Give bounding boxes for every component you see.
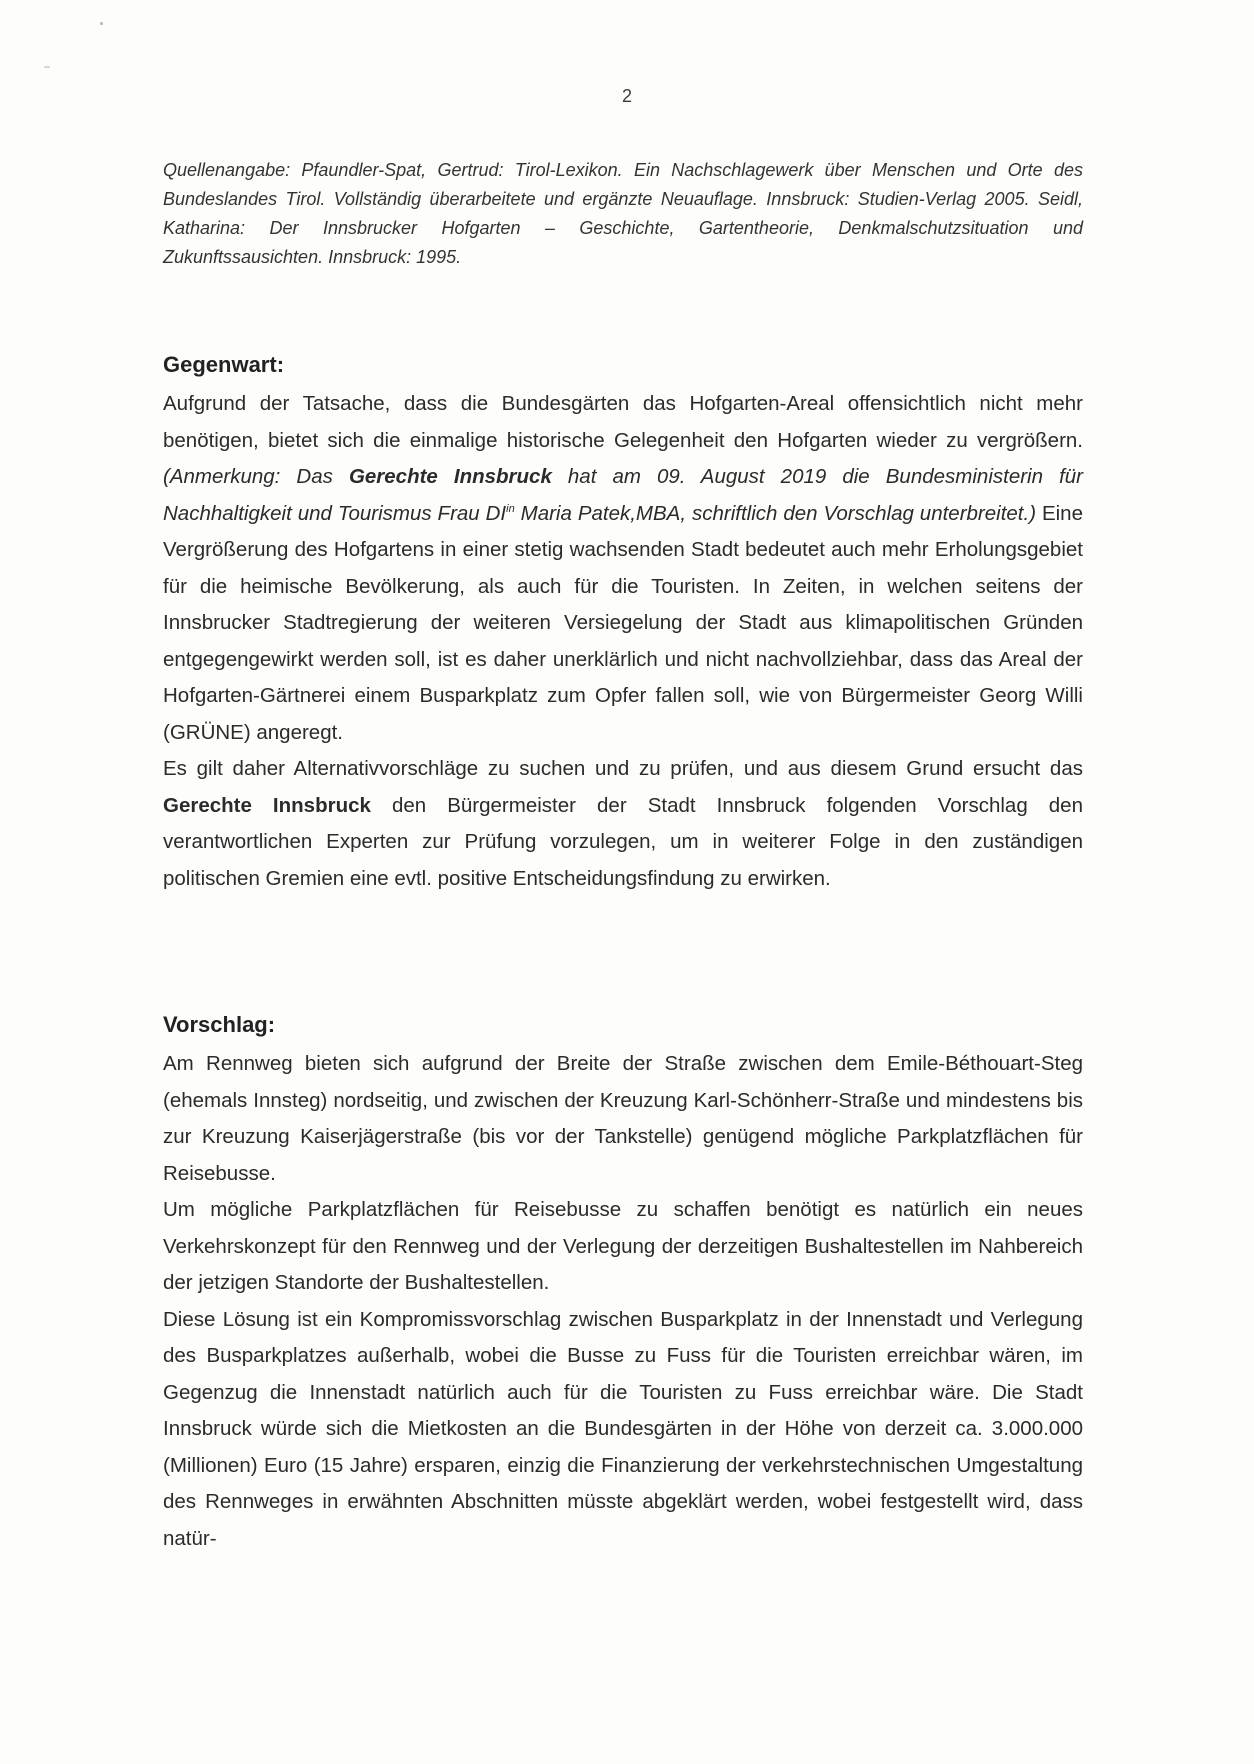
text-run: Aufgrund der Tatsache, dass die Bundesgärten das Hofgarten-Areal offensichtlich nicht mehr benötigen, bietet sich die einmalige historische Gelegenheit den Hofgarten wieder zu vergrößern. [163, 392, 1083, 452]
superscript: in [506, 502, 515, 515]
scan-speck [44, 66, 50, 68]
text-run: Eine Vergrößerung des Hofgartens in einer stetig wachsenden Stadt bedeutet auch mehr Erholungsgebiet für die heimische Bevölkerung, als auch für die Touristen. In Zeiten, in welchen seitens der Innsbrucker Stadtregierung der weiteren Versiegelung der Stadt aus klimapolitischen Gründen entgegengewirkt werden soll, ist es daher unerklärlich und nicht nachvollziehbar, dass das Areal der Hofgarten-Gärtnerei einem Busparkplatz zum Opfer fallen soll, wie von Bürgermeister Georg Willi (GRÜNE) angeregt. [163, 501, 1083, 744]
party-name: Gerechte Innsbruck [348, 465, 552, 488]
scan-speck [100, 22, 103, 25]
source-citation: Quellenangabe: Pfaundler-Spat, Gertrud: Tirol-Lexikon. Ein Nachschlagewerk über Menschen und Orte des Bundeslandes Tirol. Vollständig überarbeitete und ergänzte Neuauflage. Innsbruck: Studien-Verlag 2005. Seidl, Katharina: Der Innsbrucker Hofgarten – Geschichte, Gartentheorie, Denkmalschutzsituation und Zukunftssausichten. Innsbruck: 1995. [163, 160, 1083, 267]
text-run: (Anmerkung: Das [163, 465, 349, 488]
text-run: Maria Patek,MBA, schriftlich den Vorschlag unterbreitet.) [514, 501, 1037, 525]
section-heading-gegenwart: Gegenwart: [163, 352, 285, 377]
section-gegenwart [163, 352, 1083, 897]
party-name: Gerechte Innsbruck [163, 793, 371, 817]
text-run: den Bürgermeister der Stadt Innsbruck folgenden Vorschlag den verantwortlichen Experten zur Prüfung vorzulegen, um in weiterer Folge in den zuständigen politischen Gremien eine evtl. positive Entscheidungsfindung zu erwirken. [163, 793, 1083, 890]
section-vorschlag [163, 1012, 1083, 1557]
page-number: 2 [621, 86, 632, 106]
annotation-note [163, 465, 1083, 525]
section-heading-vorschlag: Vorschlag: [163, 1012, 276, 1037]
paragraph: Am Rennweg bieten sich aufgrund der Breite der Straße zwischen dem Emile-Béthouart-Steg (ehemals Innsteg) nordseitig, und zwischen der Kreuzung Karl-Schönherr-Straße und mindestens bis zur Kreuzung Kaiserjägerstraße (bis vor der Tankstelle) genügend mögliche Parkplatzflächen für Reisebusse. [163, 1052, 1083, 1185]
paragraph: Um mögliche Parkplatzflächen für Reisebusse zu schaffen benötigt es natürlich ein neues Verkehrskonzept für den Rennweg und der Verlegung der derzeitigen Bushaltestellen im Nahbereich der jetzigen Standorte der Bushaltestellen. [163, 1198, 1083, 1294]
text-run: hat am 09. August 2019 die Bundesministerin für Nachhaltigkeit und Tourismus Frau DI [163, 465, 1083, 525]
paragraph [163, 386, 1083, 751]
paragraph [163, 751, 1083, 897]
text-run: Es gilt daher Alternativvorschläge zu suchen und zu prüfen, und aus diesem Grund ersucht das [163, 757, 1083, 780]
paragraph: Diese Lösung ist ein Kompromissvorschlag zwischen Busparkplatz in der Innenstadt und Verlegung des Busparkplatzes außerhalb, wobei die Busse zu Fuss für die Touristen erreichbar wären, im Gegenzug die Innenstadt natürlich auch für die Touristen zu Fuss erreichbar wäre. Die Stadt Innsbruck würde sich die Mietkosten an die Bundesgärten in der Höhe von derzeit ca. 3.000.000 (Millionen) Euro (15 Jahre) ersparen, einzig die Finanzierung der verkehrstechnischen Umgestaltung des Rennweges in erwähnten Abschnitten müsste abgeklärt werden, wobei festgestellt wird, dass natür- [163, 1307, 1083, 1550]
